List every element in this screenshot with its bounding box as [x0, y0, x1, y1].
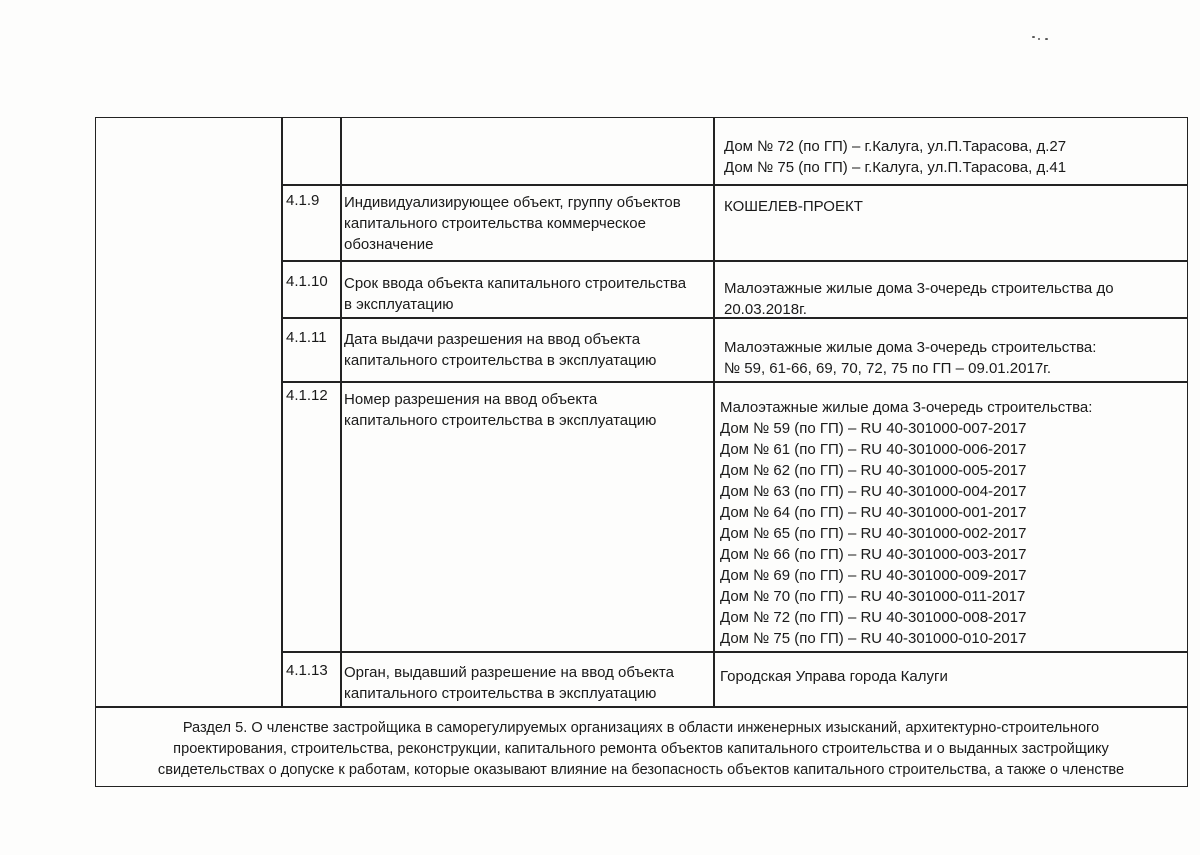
- column-divider: [281, 118, 283, 707]
- row-description: Номер разрешения на ввод объекта капитального строительства в эксплуатацию: [344, 391, 657, 429]
- row-code: 4.1.13: [286, 662, 328, 679]
- row-code: 4.1.9: [286, 192, 320, 209]
- scan-speck: [1038, 38, 1040, 40]
- row-description: Орган, выдавший разрешение на ввод объекта капитального строительства в эксплуатацию: [344, 664, 674, 702]
- scan-speck: [1045, 38, 1048, 40]
- row-value: Малоэтажные жилые дома 3-очередь строительства: № 59, 61-66, 69, 70, 72, 75 по ГП – 09.01.2017г.: [724, 339, 1097, 377]
- scan-speck: [1032, 36, 1035, 38]
- row-value: Малоэтажные жилые дома 3-очередь строительства: Дом № 59 (по ГП) – RU 40-301000-007-2017 Дом № 61 (по ГП) – RU 40-301000-006-2017 Дом № 62 (по ГП) – RU 40-301000-005-2017 Дом № 63 (по ГП) – RU 40-301000-004-2017 Дом № 64 (по ГП) – RU 40-301000-001-2017 Дом № 65 (по ГП) – RU 40-301000-002-2017 Дом № 66 (по ГП) – RU 40-301000-003-2017 Дом № 69 (по ГП) – RU 40-301000-009-2017 Дом № 70 (по ГП) – RU 40-301000-011-2017 Дом № 72 (по ГП) – RU 40-301000-008-2017 Дом № 75 (по ГП) – RU 40-301000-010-2017: [720, 399, 1093, 647]
- section-5-heading: Раздел 5. О членстве застройщика в саморегулируемых организациях в области инженерных изысканий, архитектурно-строительного проектирования, строительства, реконструкции, капитального ремонта объектов капитального строительства и о выданных застройщику свидетельствах о допуске к работам, которые оказывают влияние на безопасность объектов капитального строительства, а также о членстве: [157, 720, 1125, 778]
- row-description: Дата выдачи разрешения на ввод объекта капитального строительства в эксплуатацию: [344, 331, 657, 369]
- row-code: 4.1.10: [286, 273, 328, 290]
- document-table: [95, 117, 1188, 787]
- row-divider: [281, 260, 1187, 262]
- row-divider: [281, 381, 1187, 383]
- row-value: Дом № 72 (по ГП) – г.Калуга, ул.П.Тарасова, д.27 Дом № 75 (по ГП) – г.Калуга, ул.П.Тарасова, д.41: [724, 138, 1067, 176]
- row-value: Городская Управа города Калуги: [720, 668, 948, 685]
- row-divider: [281, 184, 1187, 186]
- row-description: Срок ввода объекта капитального строительства в эксплуатацию: [344, 275, 687, 313]
- row-value: КОШЕЛЕВ-ПРОЕКТ: [724, 198, 863, 215]
- row-description: Индивидуализирующее объект, группу объектов капитального строительства коммерческое обозначение: [344, 194, 681, 253]
- row-code: 4.1.12: [286, 387, 328, 404]
- row-divider: [96, 706, 1187, 708]
- row-divider: [281, 651, 1187, 653]
- column-divider: [340, 118, 342, 707]
- row-value: Малоэтажные жилые дома 3-очередь строительства до 20.03.2018г.: [724, 280, 1114, 318]
- row-code: 4.1.11: [286, 329, 327, 346]
